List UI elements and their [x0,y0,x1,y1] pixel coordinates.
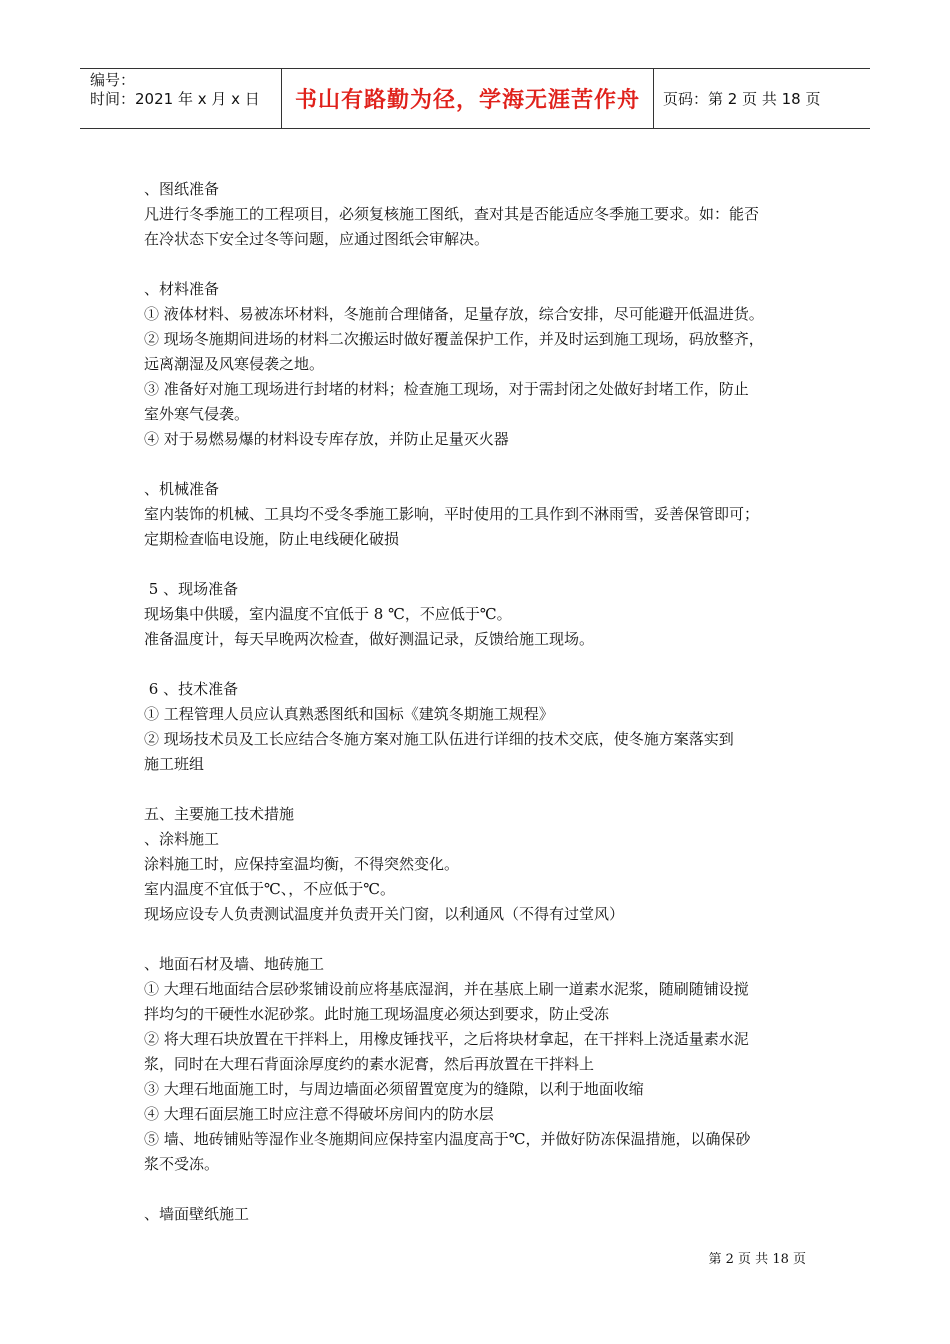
section [144,1202,824,1227]
body-text-line: 拌均匀的干硬性水泥砂浆。此时施工现场温度必须达到要求，防止受冻 [144,1005,610,1023]
body-text-line: ④ 对于易燃易爆的材料设专库存放，并防止足量灭火器 [144,430,509,448]
body-text-line: ⑤ 墙、地砖铺贴等湿作业冬施期间应保持室内温度高于℃，并做好防冻保温措施，以确保砂 [144,1130,751,1148]
section [144,802,824,927]
document-date: 时间：2021 年 x 月 x 日 [90,90,260,108]
section-spacer [144,552,824,577]
section [144,677,824,777]
section [144,477,824,552]
section-heading: 6 、技术准备 [144,680,239,698]
body-text-line: 、涂料施工 [144,830,220,848]
body-text-line: 室内装饰的机械、工具均不受冬季施工影响，平时使用的工具作到不淋雨雪，妥善保管即可； [144,505,760,523]
section [144,277,824,452]
section [144,177,824,252]
header-motto: 书山有路勤为径，学海无涯苦作舟 [282,69,654,128]
section-heading: 5 、现场准备 [144,580,239,598]
section-spacer [144,652,824,677]
section-heading: 、机械准备 [144,480,220,498]
body-text-line: 室外寒气侵袭。 [144,405,250,423]
page-header [80,68,870,129]
body-text-line: ① 工程管理人员应认真熟悉图纸和国标《建筑冬期施工规程》 [144,705,554,723]
page-footer: 第 2 页 共 18 页 [708,1252,806,1267]
section [144,952,824,1177]
body-text-line: 室内温度不宜低于℃、，不应低于℃。 [144,880,396,898]
document-number-label: 编号： [90,71,136,89]
section-heading: 、材料准备 [144,280,220,298]
section-spacer [144,452,824,477]
body-text-line: 准备温度计，每天早晚两次检查，做好测温记录，反馈给施工现场。 [144,630,595,648]
body-text-line: 定期检查临电设施，防止电线硬化破损 [144,530,400,548]
body-text-line: 现场集中供暖，室内温度不宜低于 8 ℃，不应低于℃。 [144,605,512,623]
header-page-number: 页码：第 2 页 共 18 页 [663,90,821,108]
body-text-line: ② 将大理石块放置在干拌料上，用橡皮锤找平，之后将块材拿起，在干拌料上浇适量素水泥 [144,1030,749,1048]
section [144,577,824,652]
body-text-line: ③ 大理石地面施工时，与周边墙面必须留置宽度为的缝隙，以利于地面收缩 [144,1080,644,1098]
section-heading: 、墙面壁纸施工 [144,1205,250,1223]
body-text-line: 凡进行冬季施工的工程项目，必须复核施工图纸，查对其是否能适应冬季施工要求。如：能否 [144,205,760,223]
section-spacer [144,927,824,952]
body-text-line: 施工班组 [144,755,205,773]
header-meta [80,69,282,128]
section-spacer [144,777,824,802]
document-body [144,177,824,1227]
section-heading: 五、主要施工技术措施 [144,805,295,823]
section-heading: 、地面石材及墙、地砖施工 [144,955,325,973]
body-text-line: ① 大理石地面结合层砂浆铺设前应将基底湿润，并在基底上刷一道素水泥浆，随刷随铺设搅 [144,980,749,998]
body-text-line: ① 液体材料、易被冻坏材料，冬施前合理储备，足量存放，综合安排，尽可能避开低温进货。 [144,305,764,323]
section-heading: 、图纸准备 [144,180,220,198]
body-text-line: ④ 大理石面层施工时应注意不得破坏房间内的防水层 [144,1105,494,1123]
body-text-line: 涂料施工时，应保持室温均衡，不得突然变化。 [144,855,460,873]
section-spacer [144,1177,824,1202]
body-text-line: 在冷状态下安全过冬等问题，应通过图纸会审解决。 [144,230,490,248]
body-text-line: ② 现场冬施期间进场的材料二次搬运时做好覆盖保护工作，并及时运到施工现场，码放整齐， [144,330,764,348]
section-spacer [144,252,824,277]
body-text-line: ③ 准备好对施工现场进行封堵的材料；检查施工现场，对于需封闭之处做好封堵工作，防止 [144,380,749,398]
body-text-line: 浆，同时在大理石背面涂厚度约的素水泥膏，然后再放置在干拌料上 [144,1055,595,1073]
body-text-line: 现场应设专人负责测试温度并负责开关门窗，以利通风（不得有过堂风） [144,905,625,923]
body-text-line: 浆不受冻。 [144,1155,220,1173]
body-text-line: 远离潮湿及风寒侵袭之地。 [144,355,325,373]
body-text-line: ② 现场技术员及工长应结合冬施方案对施工队伍进行详细的技术交底，使冬施方案落实到 [144,730,734,748]
